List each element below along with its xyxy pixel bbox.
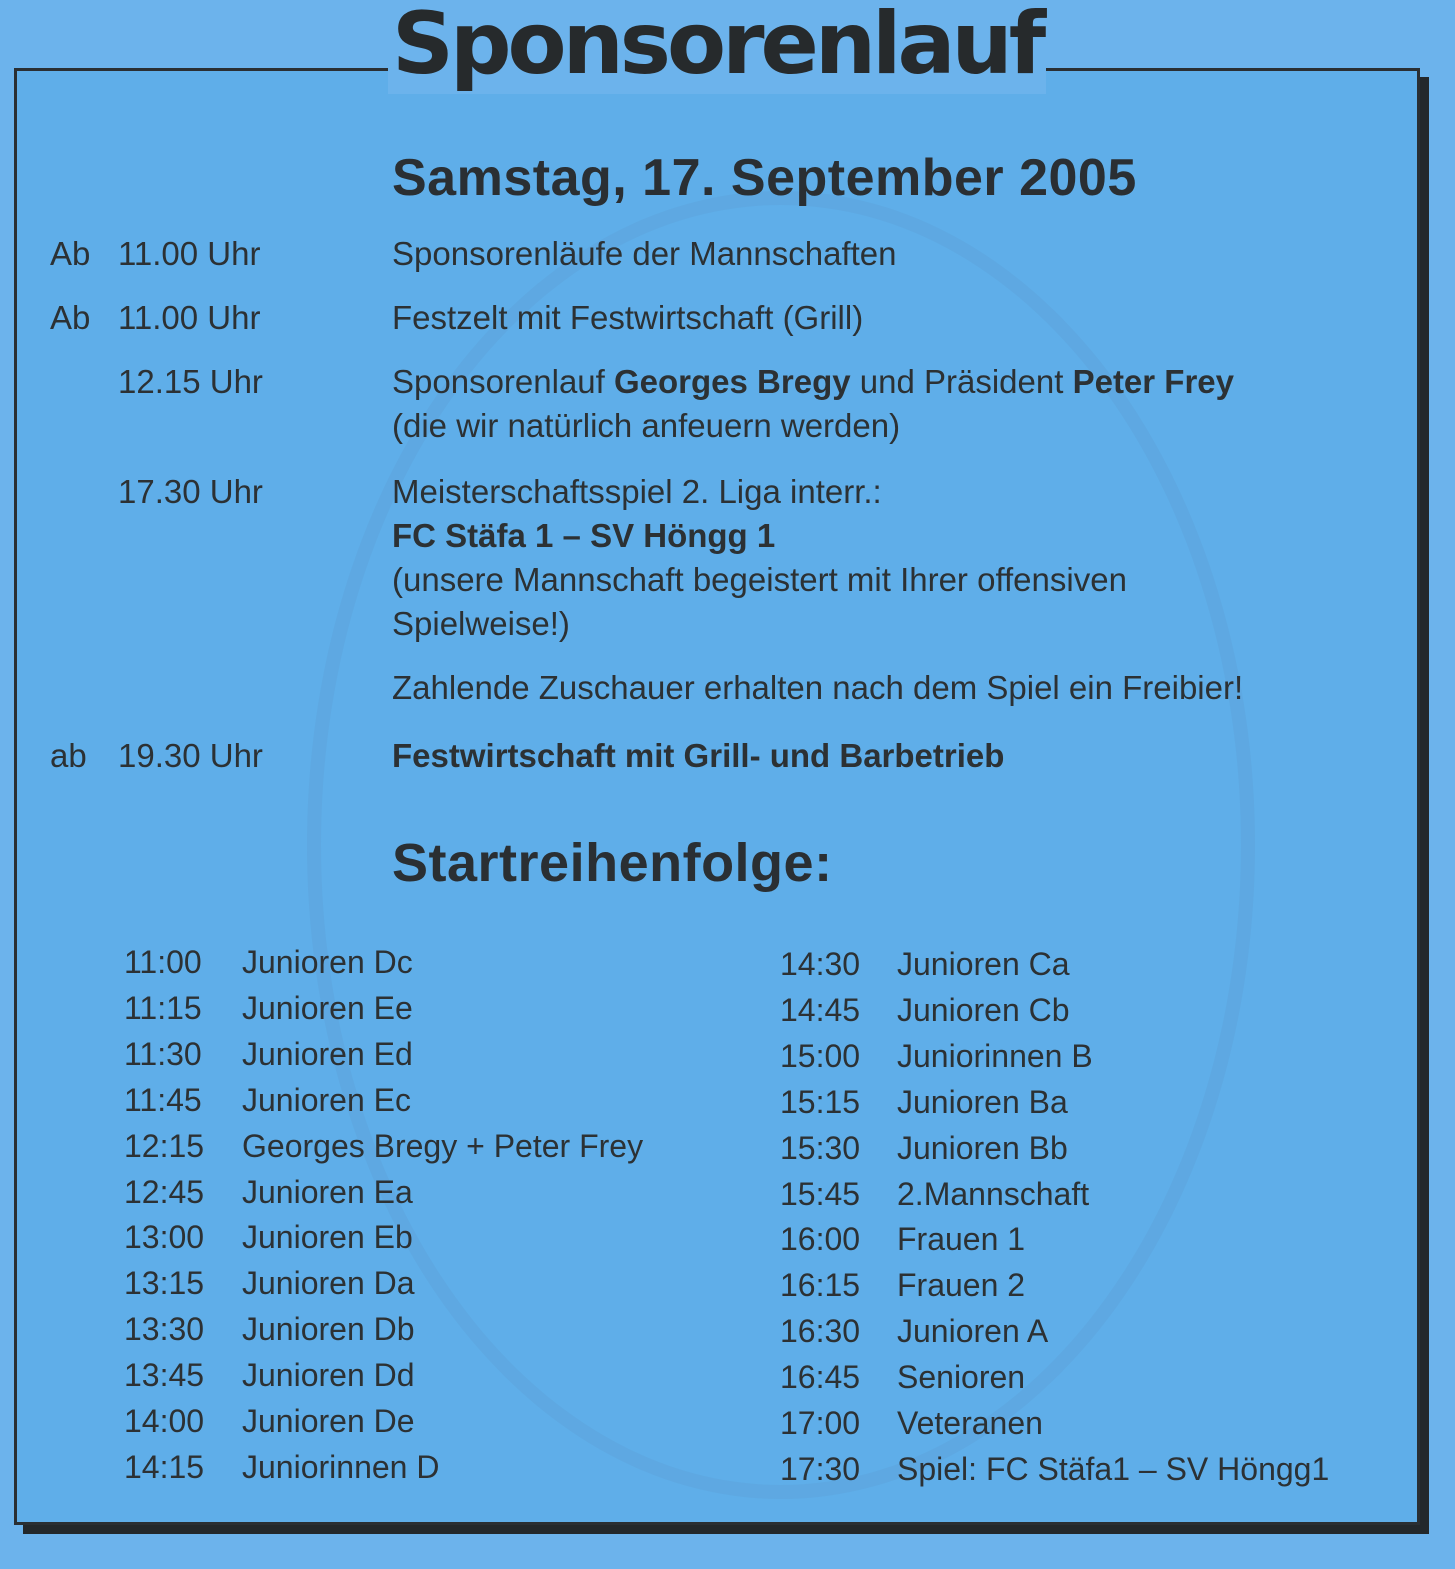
start-time: 13:45 <box>124 1357 205 1394</box>
event-description: Sponsorenläufe der Mannschaften <box>392 235 897 272</box>
start-time: 13:15 <box>124 1265 205 1302</box>
event-description: Festzelt mit Festwirtschaft (Grill) <box>392 299 864 336</box>
start-time: 17:00 <box>780 1405 861 1441</box>
page-title: Sponsorenlauf <box>388 0 1046 94</box>
team-name: Junioren Ee <box>242 989 413 1026</box>
start-time: 14:45 <box>780 991 861 1028</box>
start-time: 12:15 <box>124 1127 205 1164</box>
team-name: Georges Bregy + Peter Frey <box>242 1127 644 1164</box>
team-name: Frauen 1 <box>897 1221 1026 1258</box>
team-name: Junioren Ca <box>897 946 1070 982</box>
start-time: 14:30 <box>780 946 861 982</box>
start-order-heading: Startreihenfolge: <box>392 833 833 893</box>
team-name: Junioren Ba <box>897 1083 1068 1120</box>
start-time: 15:30 <box>780 1129 861 1166</box>
start-time: 16:30 <box>780 1313 861 1350</box>
start-time: 15:45 <box>780 1175 861 1212</box>
team-name: Frauen 2 <box>897 1267 1026 1304</box>
team-name: Junioren Ed <box>242 1035 413 1072</box>
runner-name: Georges Bregy <box>614 363 851 400</box>
team-name: Junioren Ec <box>242 1081 411 1118</box>
event-prefix: Ab <box>50 235 91 272</box>
team-name: Junioren Ea <box>242 1173 413 1210</box>
start-time: 16:45 <box>780 1359 861 1396</box>
team-name: Junioren De <box>242 1403 415 1439</box>
team-name: Junioren Bb <box>897 1129 1068 1166</box>
start-time: 11:15 <box>124 989 202 1026</box>
event-description: Festwirtschaft mit Grill- und Barbetrieb <box>392 737 1005 774</box>
date-heading: Samstag, 17. September 2005 <box>392 149 1137 207</box>
start-time: 11:45 <box>124 1081 202 1118</box>
start-time: 11:30 <box>124 1035 202 1072</box>
team-name: Spiel: FC Stäfa1 – SV Höngg1 <box>897 1450 1330 1487</box>
event-time: 19.30 Uhr <box>118 737 263 774</box>
match-name: FC Stäfa 1 – SV Höngg 1 <box>392 517 776 554</box>
start-time: 15:00 <box>780 1037 861 1074</box>
start-time: 13:30 <box>124 1311 205 1348</box>
team-name: Junioren A <box>897 1313 1049 1350</box>
start-time: 15:15 <box>780 1083 861 1120</box>
event-prefix: Ab <box>50 299 91 336</box>
team-name: Junioren Da <box>242 1265 415 1302</box>
team-name: Juniorinnen D <box>242 1448 440 1485</box>
start-time: 16:00 <box>780 1221 861 1258</box>
event-description: Sponsorenlauf Georges Bregy und Präsident Peter Frey (die wir natürlich anfeuern werden) <box>392 363 1235 444</box>
team-name: Junioren Dd <box>242 1357 415 1394</box>
start-time: 12:45 <box>124 1173 205 1210</box>
team-name: Junioren Cb <box>897 991 1070 1028</box>
event-description: Meisterschaftsspiel 2. Liga interr.: FC Stäfa 1 – SV Höngg 1 (unsere Mannschaft begeistert mit Ihrer offensiven Spielweise!) Zahlende Zuschauer erhalten nach dem Spiel ein Freibier! <box>392 470 1402 710</box>
start-time: 17:30 <box>780 1450 861 1487</box>
start-time: 14:00 <box>124 1403 205 1439</box>
president-name: Peter Frey <box>1072 363 1235 400</box>
event-time: 11.00 Uhr <box>118 235 261 272</box>
start-time: 16:15 <box>780 1267 861 1304</box>
event-time: 17.30 Uhr <box>118 473 263 510</box>
event-prefix: ab <box>50 737 87 774</box>
free-beer-note: Zahlende Zuschauer erhalten nach dem Spiel ein Freibier! <box>392 669 1244 706</box>
team-name: 2.Mannschaft <box>897 1175 1090 1212</box>
start-time: 11:00 <box>124 944 202 980</box>
team-name: Senioren <box>897 1359 1026 1396</box>
team-name: Junioren Dc <box>242 944 413 980</box>
schedule-box <box>14 68 1420 1525</box>
team-name: Junioren Db <box>242 1311 415 1348</box>
start-time: 13:00 <box>124 1219 205 1256</box>
start-time: 14:15 <box>124 1448 205 1485</box>
event-time: 12.15 Uhr <box>118 363 263 400</box>
event-time: 11.00 Uhr <box>118 299 261 336</box>
team-name: Veteranen <box>897 1405 1043 1441</box>
team-name: Junioren Eb <box>242 1219 413 1256</box>
team-name: Juniorinnen B <box>897 1037 1093 1074</box>
